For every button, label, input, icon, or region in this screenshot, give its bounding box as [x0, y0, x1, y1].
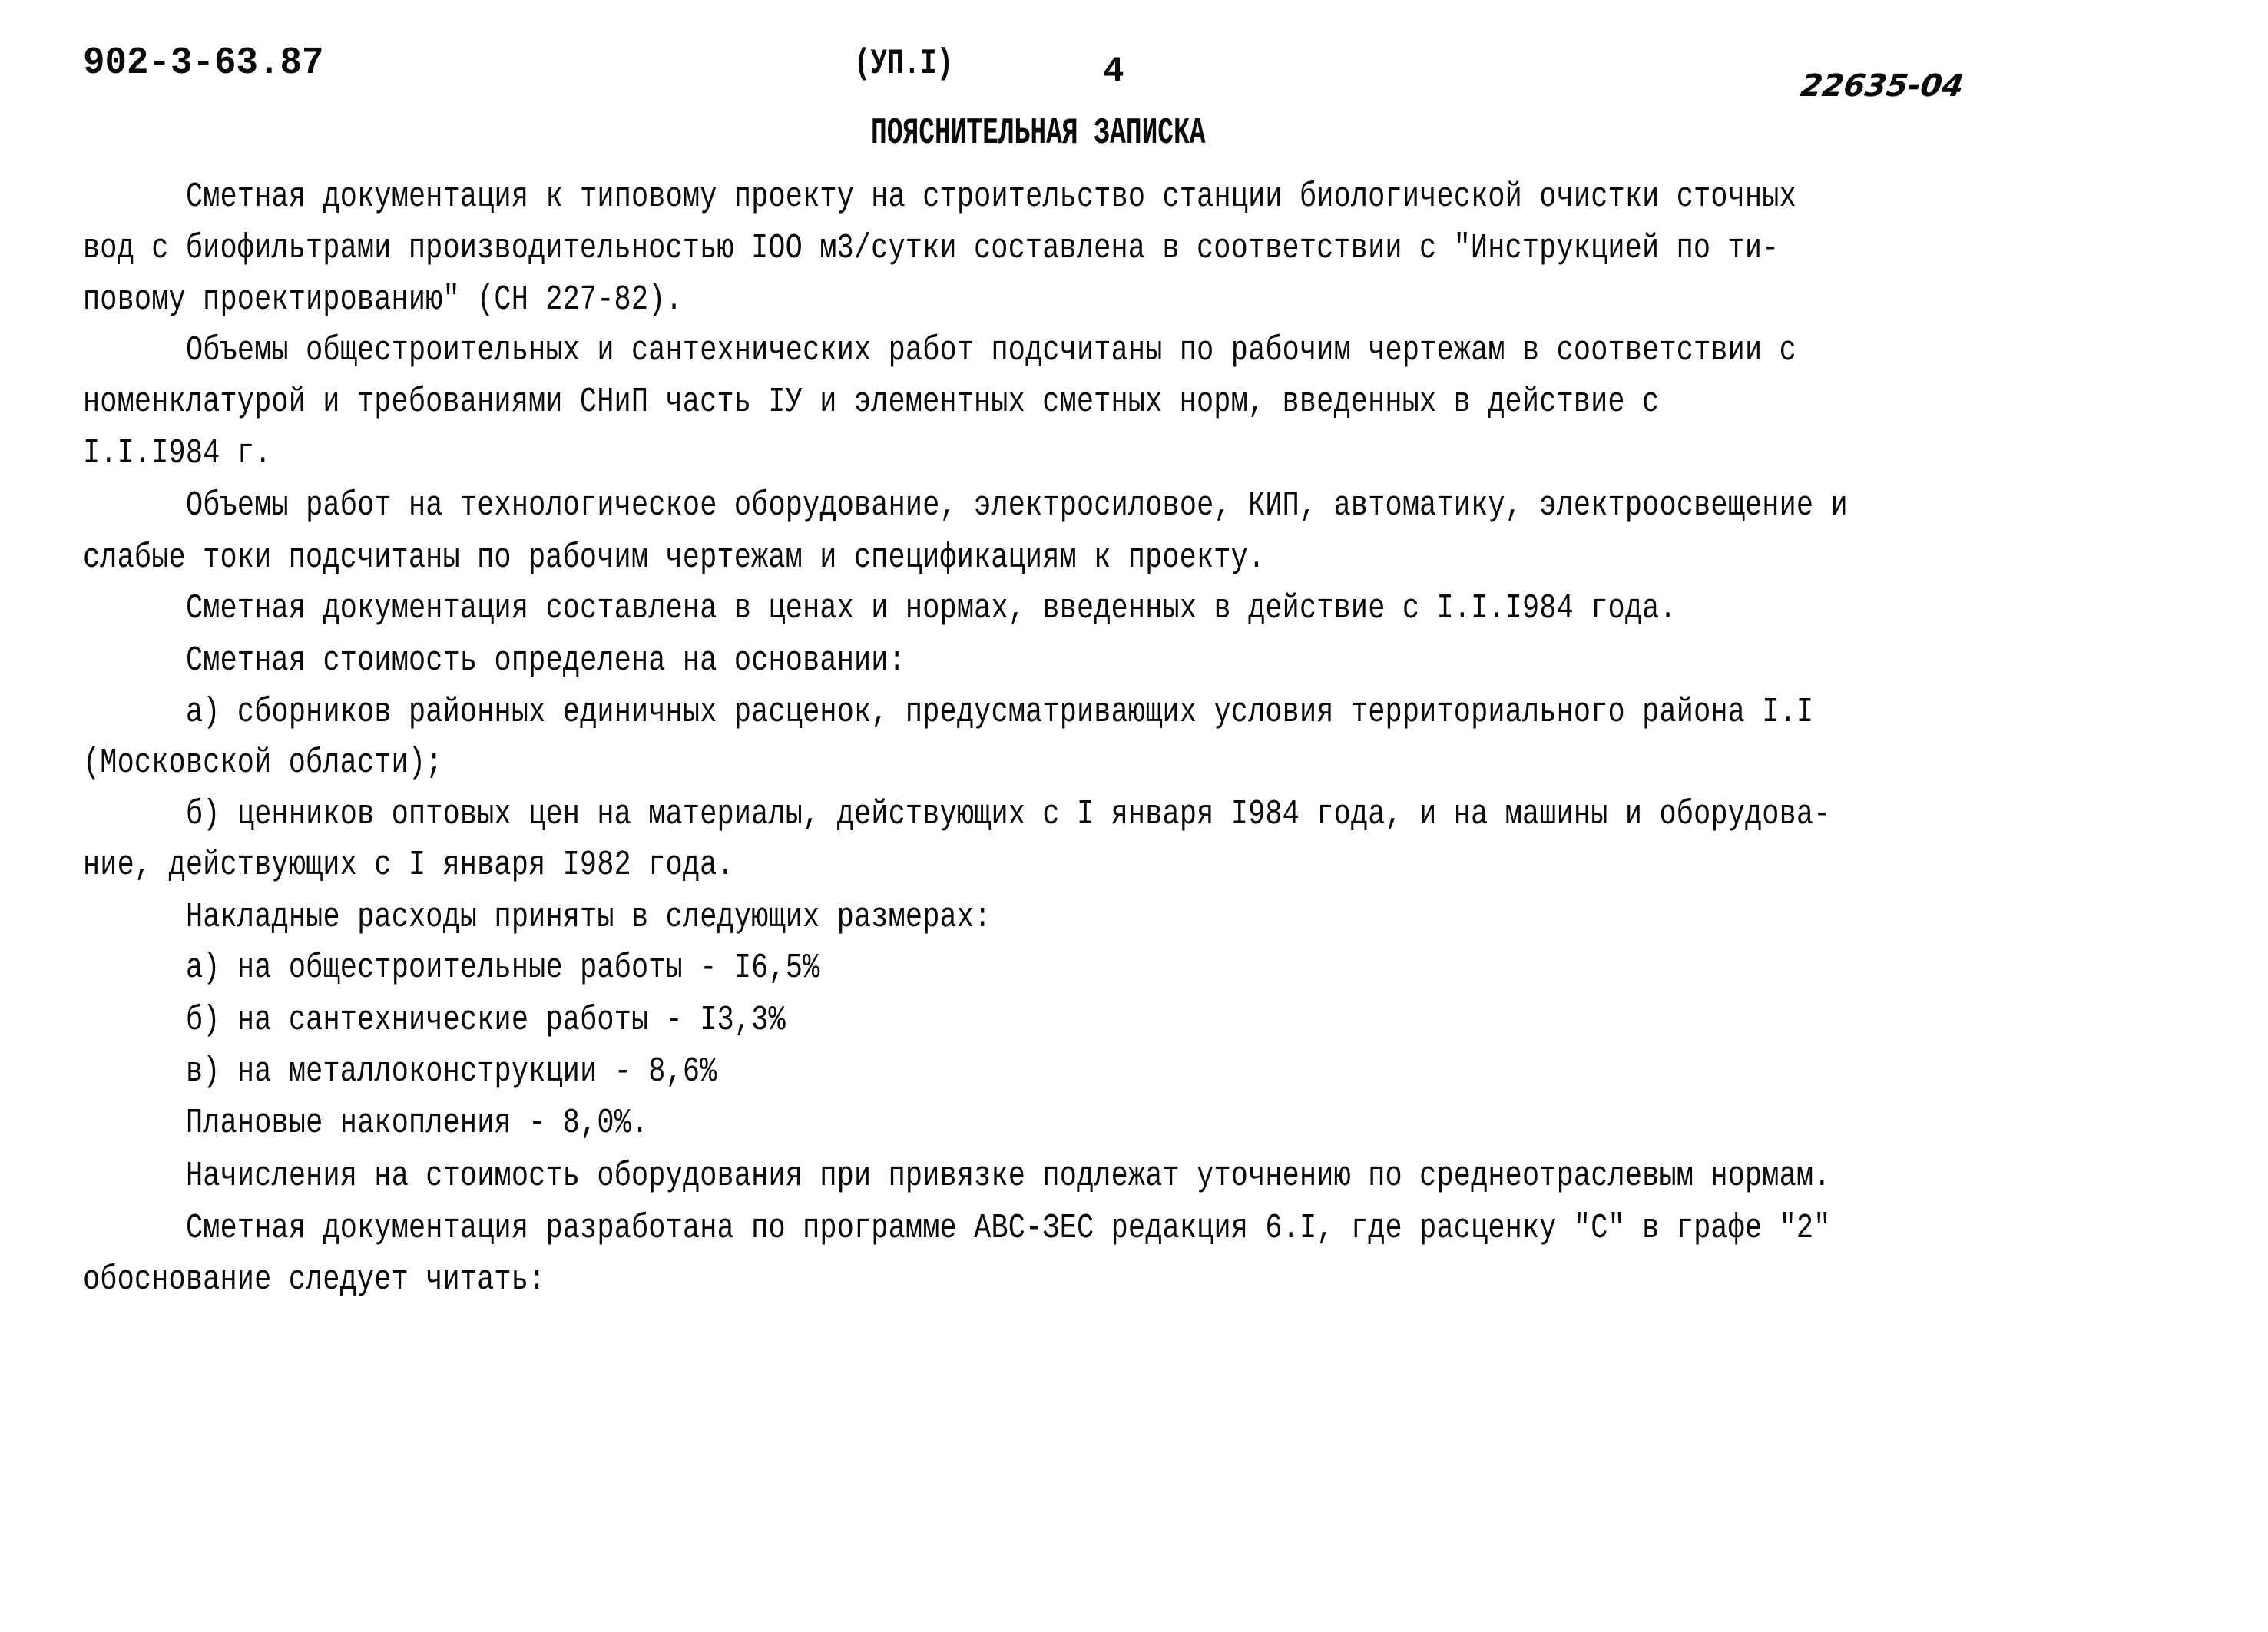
paragraph-line: Объемы работ на технологическое оборудование, электросиловое, КИП, автоматику, электроосвещение и	[186, 486, 1848, 525]
document-code: 902-3-63.87	[83, 41, 324, 85]
overhead-rate-line: б) на сантехнические работы - I3,3%	[186, 1001, 786, 1040]
overhead-rate-line: Плановые накопления - 8,0%.	[186, 1104, 649, 1143]
paragraph-line: Сметная стоимость определена на основании:	[186, 641, 906, 680]
paragraph-line: Сметная документация составлена в ценах и нормах, введенных в действие с I.I.I984 года.	[186, 589, 1677, 628]
paragraph-line: Начисления на стоимость оборудования при привязке подлежат уточнению по среднеотраслевым нормам.	[186, 1157, 1831, 1196]
paragraph-line: Накладные расходы приняты в следующих размерах:	[186, 898, 992, 937]
paragraph-line: (Московской области);	[83, 743, 443, 783]
overhead-rate-line: а) на общестроительные работы - I6,5%	[186, 948, 820, 988]
paragraph-line: номенклатурой и требованиями СНиП часть IУ и элементных сметных норм, введенных в действие с	[83, 382, 1660, 422]
sheet-reference: (УП.I)	[854, 44, 954, 84]
paragraph-line: обоснование следует читать:	[83, 1260, 546, 1299]
paragraph-line: а) сборников районных единичных расценок, предусматривающих условия территориального района I.I	[186, 693, 1814, 732]
paragraph-line: повому проектированию" (СН 227-82).	[83, 280, 683, 319]
paragraph-line: вод с биофильтрами производительностью IOO м3/сутки составлена в соответствии с "Инструкцией по ти-	[83, 229, 1780, 268]
page-number: 4	[1103, 51, 1124, 91]
paragraph-line: б) ценников оптовых цен на материалы, действующих с I января I984 года, и на машины и оборудова-	[186, 795, 1831, 834]
paragraph-line: Сметная документация разработана по программе АВС-ЗЕС редакция 6.I, где расценку "С" в графе "2"	[186, 1209, 1831, 1248]
paragraph-line: Сметная документация к типовому проекту на строительство станции биологической очистки сточных	[186, 177, 1796, 217]
paragraph-line: слабые токи подсчитаны по рабочим чертежам и спецификациям к проекту.	[83, 538, 1266, 578]
paragraph-line: I.I.I984 г.	[83, 434, 272, 473]
paragraph-line: Объемы общестроительных и сантехнических работ подсчитаны по рабочим чертежам в соответствии с	[186, 331, 1796, 370]
paragraph-line: ние, действующих с I января I982 года.	[83, 846, 734, 885]
overhead-rate-line: в) на металлоконструкции - 8,6%	[186, 1052, 717, 1091]
inventory-stamp: 22635-04	[1798, 68, 1966, 104]
page-title: ПОЯСНИТЕЛЬНАЯ ЗАПИСКА	[871, 113, 1206, 154]
